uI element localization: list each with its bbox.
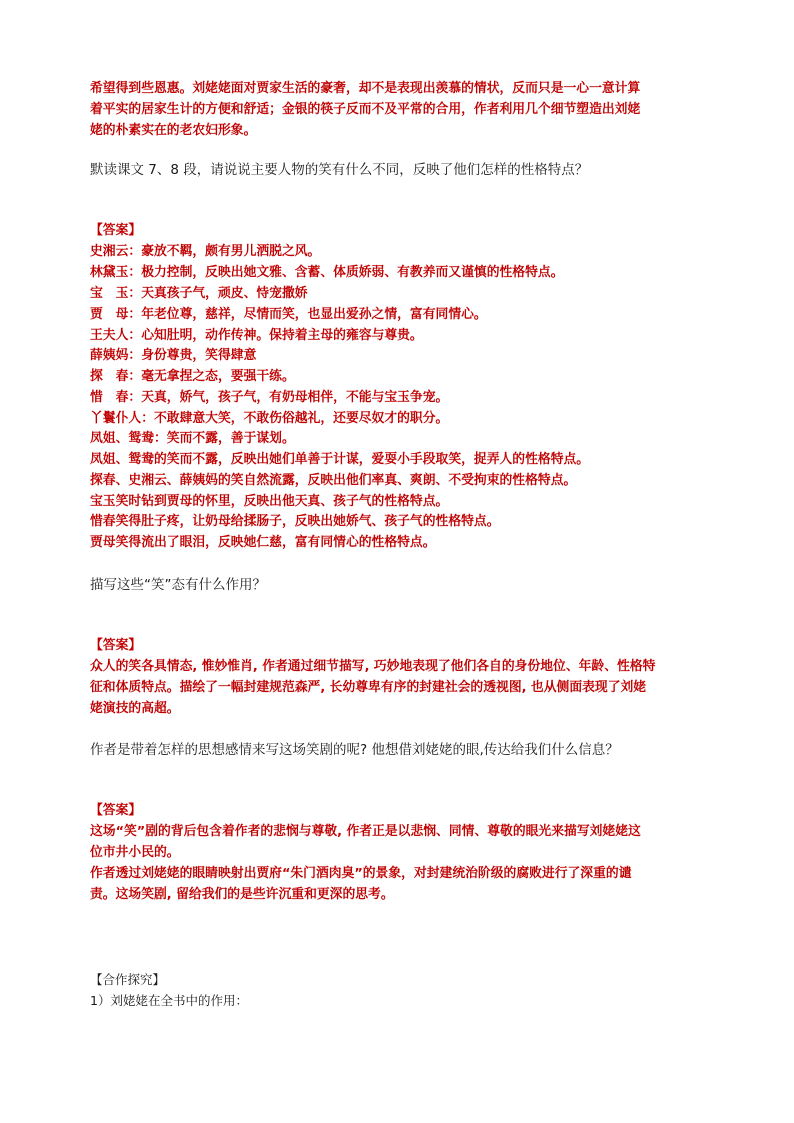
answer-line: 惜春笑得肚子疼，让奶母给揉肠子，反映出她娇气、孩子气的性格特点。 — [90, 514, 500, 529]
section-heading: 【合作探究】 — [90, 972, 166, 987]
answer-line: 贾母笑得流出了眼泪，反映她仁慈，富有同情心的性格特点。 — [90, 535, 436, 550]
answer-label: 【答案】 — [90, 803, 142, 818]
answer-line: 征和体质特点。描绘了一幅封建规范森严, 长幼尊卑有序的封建社会的透视图, 也从侧面表现了刘姥 — [90, 680, 647, 695]
answer-line: 薛姨妈：身份尊贵，笑得肆意 — [90, 348, 257, 363]
answer-line: 宝 玉：天真孩子气，顽皮、恃宠撒娇 — [90, 286, 308, 301]
section-item-1: 1）刘姥姥在全书中的作用： — [90, 993, 248, 1008]
answer-line: 位市井小民的。 — [90, 845, 180, 860]
answer-line: 这场“笑”剧的背后包含着作者的悲悯与尊敬, 作者正是以悲悯、同情、尊敬的眼光来描写刘姥姥这 — [90, 824, 641, 839]
intro-line: 姥的朴素实在的老农妇形象。 — [90, 123, 257, 138]
answer-line: 作者透过刘姥姥的眼睛映射出贾府“朱门酒肉臭”的景象，对封建统治阶级的腐败进行了深重的谴 — [90, 866, 632, 881]
intro-line: 着平实的居家生计的方便和舒适；金银的筷子反而不及平常的合用，作者利用几个细节塑造出刘姥 — [90, 102, 641, 117]
answer-line: 惜 春：天真，娇气，孩子气，有奶母相伴，不能与宝玉争宠。 — [90, 390, 449, 405]
answer-line: 凤姐、鸳鸯：笑而不露，善于谋划。 — [90, 431, 295, 446]
answer-line: 宝玉笑时钻到贾母的怀里，反映出他天真、孩子气的性格特点。 — [90, 494, 449, 509]
answer-line: 探 春：毫无拿捏之态，要强干练。 — [90, 369, 295, 384]
question-1: 默读课文 7、8 段，请说说主要人物的笑有什么不同，反映了他们怎样的性格特点？ — [90, 162, 589, 178]
answer-line: 贾 母：年老位尊，慈祥，尽情而笑，也显出爱孙之情，富有同情心。 — [90, 307, 487, 322]
answer-line: 丫鬟仆人：不敢肆意大笑，不敢伤俗越礼，还要尽奴才的职分。 — [90, 411, 449, 426]
answer-label: 【答案】 — [90, 638, 142, 653]
question-2: 描写这些“笑”态有什么作用？ — [90, 577, 266, 593]
intro-line: 希望得到些恩惠。刘姥姥面对贾家生活的豪奢，却不是表现出羡慕的情状，反而只是一心一意计算 — [90, 81, 641, 96]
answer-line: 姥演技的高超。 — [90, 701, 180, 716]
answer-line: 责。这场笑剧, 留给我们的是些许沉重和更深的思考。 — [90, 887, 394, 902]
answer-line: 众人的笑各具情态, 惟妙惟肖, 作者通过细节描写, 巧妙地表现了他们各自的身份地位、年龄、性格特 — [90, 659, 656, 674]
answer-line: 史湘云：豪放不羁，颇有男儿洒脱之风。 — [90, 244, 321, 259]
answer-line: 林黛玉：极力控制，反映出她文雅、含蓄、体质娇弱、有教养而又谨慎的性格特点。 — [90, 265, 564, 280]
answer-line: 探春、史湘云、薛姨妈的笑自然流露，反映出他们率真、爽朗、不受拘束的性格特点。 — [90, 473, 577, 488]
answer-line: 凤姐、鸳鸯的笑而不露，反映出她们单善于计谋，爱耍小手段取笑，捉弄人的性格特点。 — [90, 452, 590, 467]
question-3: 作者是带着怎样的思想感情来写这场笑剧的呢? 他想借刘姥姥的眼,传达给我们什么信息？ — [90, 742, 619, 758]
answer-label: 【答案】 — [90, 223, 142, 238]
answer-line: 王夫人：心知肚明，动作传神。保持着主母的雍容与尊贵。 — [90, 328, 423, 343]
